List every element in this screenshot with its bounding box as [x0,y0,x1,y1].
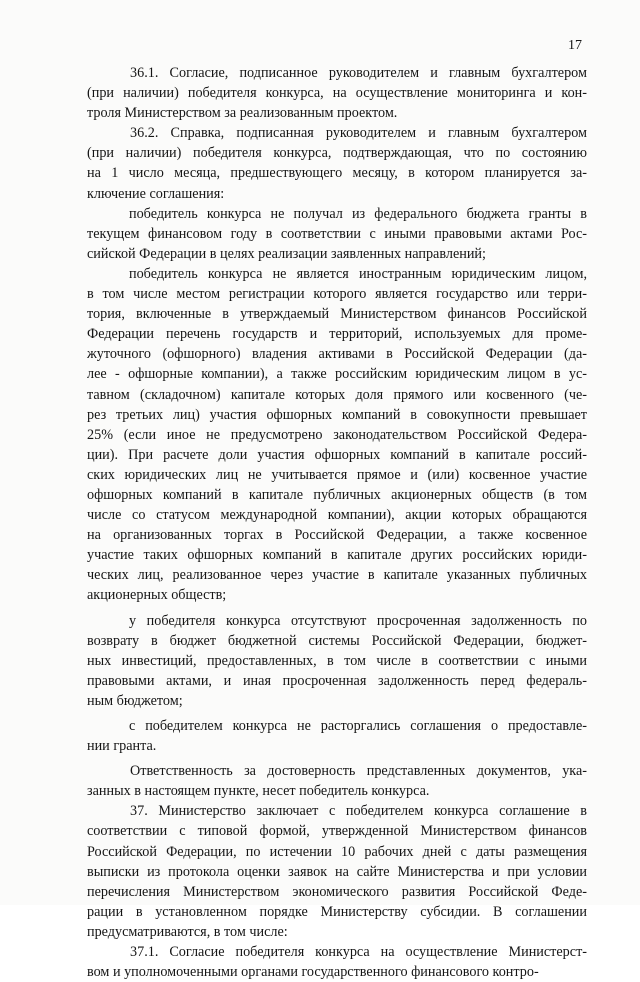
text-line: занных в настоящем пункте, несет победитель конкурса. [87,783,430,800]
paragraph [87,716,587,756]
text-line: правовыми актами, и иная просроченная задолженность перед федераль- [87,672,587,689]
text-line: ческих лиц, реализованное через участие в капитале указанных публичных [87,567,587,584]
text-line: ции). При расчете доли участия офшорных компаний в капитале россий- [87,446,587,463]
paragraph [87,611,587,711]
text-line: ным бюджетом; [87,692,183,709]
text-line: жуточного (офшорного) владения активами в Российской Федерации (да- [87,346,587,363]
text-line: нии гранта. [87,738,157,755]
page-number: 17 [568,38,582,53]
paragraph [87,264,587,606]
text-line: тория, включенные в утверждаемый Министерством финансов Российской [87,306,587,323]
text-line: троля Министерством за реализованным проектом. [87,105,398,122]
text-line: (при наличии) победителя конкурса, подтверждающая, что по состоянию [87,145,587,162]
text-line: акционерных обществ; [87,587,227,604]
paragraph [87,942,587,982]
text-line: на организованных торгах в Российской Федерации, а также косвенное [87,527,587,544]
text-line: на 1 число месяца, предшествующего месяцу, в котором планируется за- [87,165,587,182]
text-line: перечисления Министерством экономического развития Российской Феде- [87,883,587,900]
text-line: вом и уполномоченными органами государственного финансового контро- [87,964,539,981]
paragraph [87,63,587,123]
text-line: текущем финансовом году в соответствии с иными правовыми актами Рос- [87,225,587,242]
text-line: соответствии с типовой формой, утвержденной Министерством финансов [87,823,587,840]
text-line: участие таких офшорных компаний в капитале других российских юриди- [87,547,587,564]
text-line: 36.1. Согласие, подписанное руководителем и главным бухгалтером [130,65,587,81]
text-line: тавном (складочном) капитале которых доля прямого или косвенного (че- [87,386,587,403]
text-line: ских юридических лиц не учитывается прямое и (или) косвенное участие [87,466,587,483]
paragraph [87,204,587,264]
text-line: с победителем конкурса не расторгались соглашения о предоставле- [129,718,587,734]
text-line: возврату в бюджет бюджетной системы Российской Федерации, бюджет- [87,632,587,649]
text-line: у победителя конкурса отсутствуют просроченная задолженность по [129,612,587,629]
document-body [87,63,587,982]
text-line: числе со статусом международной компании), акции которых обращаются [87,507,587,524]
text-line: рации в установленном порядке Министерству субсидии. В соглашении [87,903,587,920]
text-line: Федерации перечень государств и территорий, используемых для проме- [87,326,587,343]
paragraph [87,761,587,801]
text-line: лее - офшорные компании), а также российским юридическим лицом в ус- [87,366,587,383]
text-line: (при наличии) победителя конкурса, на осуществление мониторинга и кон- [87,85,587,102]
paragraph [87,123,587,203]
text-line: 37. Министерство заключает с победителем конкурса соглашение в [130,803,587,820]
text-line: 37.1. Согласие победителя конкурса на осуществление Министерст- [130,944,587,961]
text-line: Российской Федерации, по истечении 10 рабочих дней с даты размещения [87,843,587,860]
text-line: 36.2. Справка, подписанная руководителем и главным бухгалтером [130,125,587,142]
text-line: ключение соглашения: [87,185,225,202]
text-line: победитель конкурса не получал из федерального бюджета гранты в [129,205,587,222]
text-line: победитель конкурса не является иностранным юридическим лицом, [129,265,587,282]
text-line: 25% (если иное не предусмотрено законодательством Российской Федера- [87,426,587,443]
text-line: выписки из протокола оценки заявок на сайте Министерства и при условии [87,863,587,880]
paragraph [87,801,587,942]
text-line: в том числе местом регистрации которого является государство или терри- [87,286,587,303]
text-line: офшорных компаний в капитале публичных акционерных обществ (в том [87,486,587,503]
text-line: рез третьих лиц) участия офшорных компаний в совокупности превышает [87,406,587,423]
text-line: ных инвестиций, предоставленных, в том числе в соответствии с иными [87,652,587,669]
text-line: сийской Федерации в целях реализации заявленных направлений; [87,245,486,262]
text-line: Ответственность за достоверность представленных документов, ука- [130,763,587,780]
text-line: предусматриваются, в том числе: [87,923,288,940]
